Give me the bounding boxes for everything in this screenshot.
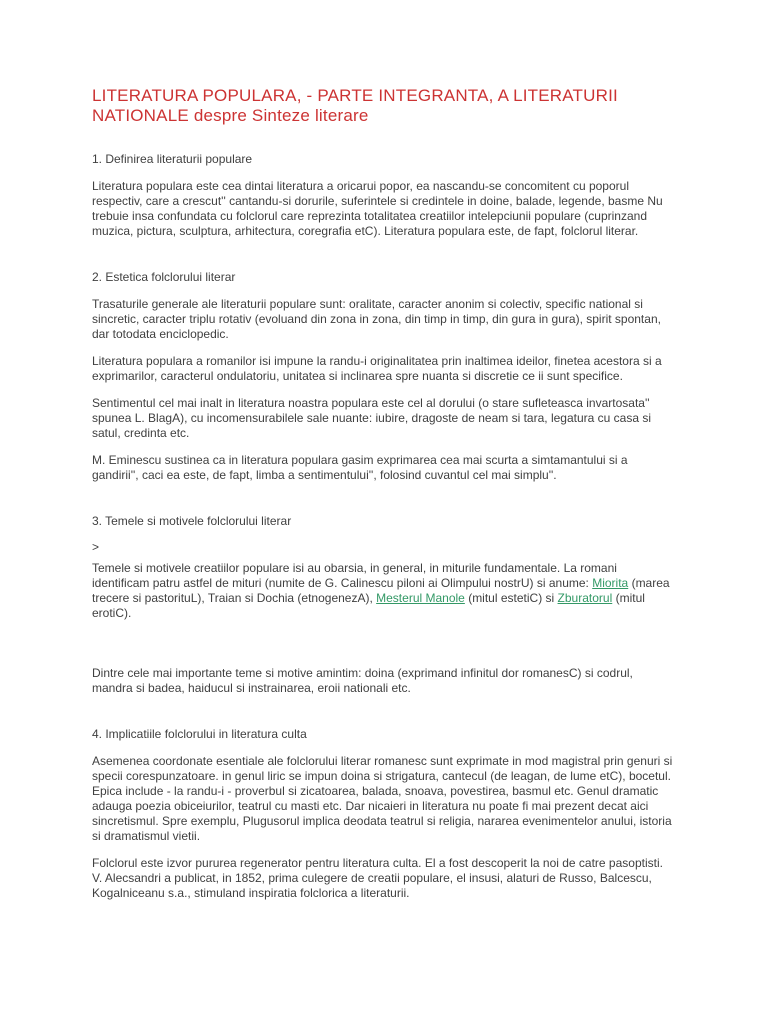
section-3-heading: 3. Temele si motivele folclorului literar [92,514,292,528]
paragraph-text-segment: (mitul erotiC). [92,591,645,620]
section-2-heading: 2. Estetica folclorului literar [92,270,236,284]
section-4-paragraph-2: Folclorul este izvor pururea regenerator pentru literatura culta. El a fost descoperit la noi de catre pasoptisti. V. Alecsandri a publicat, in 1852, prima culegere de creatii populare, el insusi, alaturi de Russo, Balcescu, Kogalniceanu s.a., stimuland inspiratia folclorica a literaturii. [92,856,663,900]
section-3-paragraph-2: Dintre cele mai importante teme si motive amintim: doina (exprimand infinitul dor romanesC) si codrul, mandra si badea, haiducul si instrainarea, eroii nationali etc. [92,666,633,695]
link-zburatorul[interactable]: Zburatorul [557,591,613,605]
section-2-paragraph-2: Literatura populara a romanilor isi impune la randu-i originalitatea prin inaltimea ideilor, finetea acestora si a exprimarilor, caracterul ondulatoriu, unitatea si inclinarea spre nuanta si discretie ce ii sunt specifice. [92,354,662,383]
paragraph-text-segment: (marea trecere si pastorituL), Traian si Dochia (etnogenezA), [92,576,670,605]
section-4-heading: 4. Implicatiile folclorului in literatura culta [92,727,307,741]
link-miorita[interactable]: Miorita [592,576,629,590]
section-4-paragraph-1: Asemenea coordonate esentiale ale folclorului literar romanesc sunt exprimate in mod magistral prin genuri si specii corespunzatoare. in genul liric se impun doina si strigatura, cantecul (de leagan, de lume etC), bocetul. Epica include - la randu-i - proverbul si zicatoarea, balada, snoava, povestirea, basmul etc. Genul dramatic adauga poezia obiceiurilor, teatrul cu masti etc. Dar nicaieri in literatura nu poate fi mai prezent decat aici sincretismul. Spre exemplu, Plugusorul implica deodata teatrul si religia, nararea evenimentelor anului, istoria si dramatismul vietii. [92,754,673,843]
section-1-paragraph-1: Literatura populara este cea dintai literatura a oricarui popor, ea nascandu-se concomitent cu poporul respectiv, care a crescut'' cantandu-si dorurile, suferintele si credintele in doine, balade, legende, basme Nu trebuie insa confundata cu folclorul care reprezinta totalitatea creatiilor intelepciunii populare (cuprinzand muzica, pictura, sculptura, arhitectura, coregrafia etC). Literatura populara este, de fapt, folclorul literar. [92,179,663,238]
paragraph-text-segment: Temele si motivele creatiilor populare isi au obarsia, in general, in miturile fundamentale. La romani identificam patru astfel de mituri (numite de G. Calinescu piloni ai Olimpului nostrU) si anume: [92,561,617,590]
link-mesterul-manole[interactable]: Mesterul Manole [376,591,465,605]
section-2-paragraph-4: M. Eminescu sustinea ca in literatura populara gasim exprimarea cea mai scurta a simtamantului si a gandirii'', caci ea este, de fapt, limba a sentimentului'', folosind cuvantul cel mai simplu''. [92,453,628,482]
section-2-paragraph-1: Trasaturile generale ale literaturii populare sunt: oralitate, caracter anonim si colectiv, specific national si sincretic, caracter triplu rotativ (evoluand din zona in zona, din timp in timp, din gura in gura), spirit spontan, dar totodata enciclopedic. [92,297,661,341]
quote-marker: > [92,540,100,554]
document-title: LITERATURA POPULARA, - PARTE INTEGRANTA, A LITERATURII NATIONALE despre Sinteze literare [92,86,618,125]
section-2-paragraph-3: Sentimentul cel mai inalt in literatura noastra populara este cel al dorului (o stare sufleteasca invartosata'' spunea L. BlagA), cu incomensurabilele sale nuante: iubire, dragoste de neam si tara, legatura cu casa si satul, credinta etc. [92,396,651,440]
paragraph-text-segment: (mitul estetiC) si [464,591,558,605]
section-1-heading: 1. Definirea literaturii populare [92,152,253,166]
section-3-paragraph-with-links [92,561,676,621]
